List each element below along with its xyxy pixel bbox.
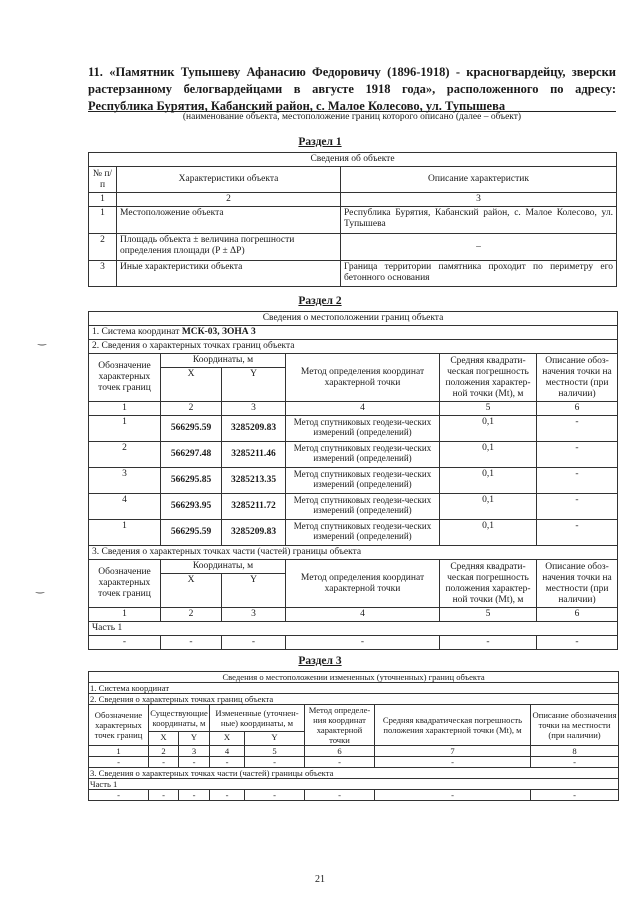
- column-index: 4: [210, 746, 245, 757]
- empty-cell: -: [286, 636, 440, 650]
- subsection-part-points: 3. Сведения о характерных точках части (частей) границы объекта: [89, 768, 619, 779]
- empty-cell: -: [531, 757, 619, 768]
- empty-cell: -: [89, 636, 161, 650]
- empty-cell: -: [531, 790, 619, 801]
- column-index: 1: [89, 402, 161, 416]
- row-description: Граница территории памятника проходит по периметру его бетонного основания: [341, 261, 617, 287]
- empty-cell: -: [440, 636, 537, 650]
- col-description-header: Описание обоз-начения точки на местности (при наличии): [537, 354, 618, 402]
- col-error-header: Средняя квадратическая погрешность положения характерной точки (Mt), м: [375, 705, 531, 746]
- empty-cell: -: [179, 757, 210, 768]
- column-index: 3: [222, 608, 286, 622]
- column-index: 1: [89, 608, 161, 622]
- section-2-title: Раздел 2: [298, 295, 342, 307]
- point-error: 0,1: [440, 494, 537, 520]
- point-x: 566295.59: [161, 416, 222, 442]
- column-index: 1: [89, 193, 117, 207]
- table-row: [89, 468, 618, 494]
- point-x: 566295.59: [161, 520, 222, 546]
- col-description-header: Описание характеристик: [341, 167, 617, 193]
- col-y-header: Y: [179, 731, 210, 745]
- coordinate-system-value: МСК-03, ЗОНА 3: [181, 327, 256, 337]
- point-x: 566293.95: [161, 494, 222, 520]
- table-title: Сведения об объекте: [89, 153, 617, 167]
- column-index: 8: [531, 746, 619, 757]
- column-index: 6: [305, 746, 375, 757]
- row-number: 2: [89, 234, 117, 261]
- col-y-header: Y: [222, 368, 286, 402]
- empty-cell: -: [305, 757, 375, 768]
- point-error: 0,1: [440, 520, 537, 546]
- column-index: 7: [375, 746, 531, 757]
- point-description: -: [537, 520, 618, 546]
- col-x-header: X: [161, 574, 222, 608]
- subsection-points: 2. Сведения о характерных точках границ объекта: [89, 694, 619, 705]
- row-characteristic: Местоположение объекта: [117, 207, 341, 234]
- point-description: -: [537, 494, 618, 520]
- column-index: 6: [537, 402, 618, 416]
- changed-boundary-table: [88, 671, 619, 801]
- empty-cell: -: [537, 636, 618, 650]
- coordinate-system: [89, 326, 618, 340]
- point-id: 2: [89, 442, 161, 468]
- column-index: 2: [149, 746, 179, 757]
- object-info-table: [88, 152, 617, 287]
- empty-cell: -: [161, 636, 222, 650]
- page-number: 21: [315, 874, 325, 885]
- empty-cell: -: [89, 757, 149, 768]
- point-description: -: [537, 468, 618, 494]
- col-coords-header: Координаты, м: [161, 560, 286, 574]
- table-row: [89, 261, 617, 287]
- row-description: Республика Бурятия, Кабанский район, с. Малое Колесово, ул. Тупышева: [341, 207, 617, 234]
- point-id: 3: [89, 468, 161, 494]
- section-3-title: Раздел 3: [298, 655, 342, 667]
- table-row: [89, 234, 617, 261]
- section-1-title: Раздел 1: [298, 136, 342, 148]
- empty-cell: -: [245, 790, 305, 801]
- column-index: 2: [161, 402, 222, 416]
- row-number: 1: [89, 207, 117, 234]
- table-row: [89, 416, 618, 442]
- subsection-points: 2. Сведения о характерных точках границ объекта: [89, 340, 618, 354]
- empty-cell: -: [375, 757, 531, 768]
- table-row: [89, 494, 618, 520]
- table-row: [89, 520, 618, 546]
- table-title: Сведения о местоположении измененных (уточненных) границ объекта: [89, 672, 619, 683]
- subsection-part-points: 3. Сведения о характерных точках части (частей) границы объекта: [89, 546, 618, 560]
- point-x: 566297.48: [161, 442, 222, 468]
- point-y: 3285213.35: [222, 468, 286, 494]
- col-method-header: Метод определе-ния координат характерной точки: [305, 705, 375, 746]
- point-method: Метод спутниковых геодези-ческих измерений (определений): [286, 442, 440, 468]
- column-index: 1: [89, 746, 149, 757]
- column-index: 6: [537, 608, 618, 622]
- point-id: 1: [89, 416, 161, 442]
- point-description: -: [537, 416, 618, 442]
- column-index: 2: [117, 193, 341, 207]
- col-description-header: Описание обозначения точки на местности (при наличии): [531, 705, 619, 746]
- point-error: 0,1: [440, 416, 537, 442]
- row-number: 3: [89, 261, 117, 287]
- col-method-header: Метод определения координат характерной точки: [286, 354, 440, 402]
- col-description-header: Описание обоз-начения точки на местности (при наличии): [537, 560, 618, 608]
- empty-cell: -: [305, 790, 375, 801]
- point-method: Метод спутниковых геодези-ческих измерений (определений): [286, 494, 440, 520]
- col-method-header: Метод определения координат характерной точки: [286, 560, 440, 608]
- empty-cell: -: [245, 757, 305, 768]
- column-index: 3: [179, 746, 210, 757]
- table-row: [89, 790, 619, 801]
- point-description: -: [537, 442, 618, 468]
- point-method: Метод спутниковых геодези-ческих измерений (определений): [286, 468, 440, 494]
- column-index: 3: [222, 402, 286, 416]
- empty-cell: -: [210, 757, 245, 768]
- row-characteristic: Площадь объекта ± величина погрешности определения площади (P ± ΔP): [117, 234, 341, 261]
- scan-mark: ‿: [38, 335, 47, 346]
- column-index: 2: [161, 608, 222, 622]
- table-row: [89, 757, 619, 768]
- point-error: 0,1: [440, 468, 537, 494]
- point-x: 566295.85: [161, 468, 222, 494]
- empty-cell: -: [222, 636, 286, 650]
- column-index: 4: [286, 402, 440, 416]
- boundary-points-table: [88, 311, 618, 650]
- col-existing-coords-header: Существующие координаты, м: [149, 705, 210, 732]
- empty-cell: -: [149, 790, 179, 801]
- col-x-header: X: [149, 731, 179, 745]
- col-coords-header: Координаты, м: [161, 354, 286, 368]
- point-id: 4: [89, 494, 161, 520]
- table-title: Сведения о местоположении границ объекта: [89, 312, 618, 326]
- col-x-header: X: [210, 731, 245, 745]
- object-heading: 11. «Памятник Тупышеву Афанасию Федоровичу (1896-1918) - красногвардейцу, зверски растерзанному белогвардейцами в августе 1918 года», расположенного по адресу: Республика Бурятия, Кабанский район, с. Малое Колесово, ул. Тупышева: [88, 65, 616, 113]
- row-description: –: [341, 234, 617, 261]
- object-caption: (наименование объекта, местоположение границ которого описано (далее – объект): [182, 112, 522, 122]
- table-row: [89, 207, 617, 234]
- part-label: Часть 1: [89, 779, 619, 790]
- column-index: 5: [440, 608, 537, 622]
- column-index: 4: [286, 608, 440, 622]
- col-point-header: Обозначение характерных точек границ: [89, 354, 161, 402]
- part-label: Часть 1: [89, 622, 618, 636]
- coordinate-system-label: 1. Система координат: [92, 327, 182, 337]
- empty-cell: -: [149, 757, 179, 768]
- point-method: Метод спутниковых геодези-ческих измерений (определений): [286, 520, 440, 546]
- col-error-header: Средняя квадрати-ческая погрешность положения характер-ной точки (Mt), м: [440, 354, 537, 402]
- col-y-header: Y: [222, 574, 286, 608]
- column-index: 5: [245, 746, 305, 757]
- point-method: Метод спутниковых геодези-ческих измерений (определений): [286, 416, 440, 442]
- scan-mark: ‿: [36, 583, 45, 594]
- table-row: [89, 636, 618, 650]
- col-changed-coords-header: Измененные (уточнен-ные) координаты, м: [210, 705, 305, 732]
- point-y: 3285211.46: [222, 442, 286, 468]
- col-characteristic-header: Характеристики объекта: [117, 167, 341, 193]
- empty-cell: -: [89, 790, 149, 801]
- column-index: 5: [440, 402, 537, 416]
- col-y-header: Y: [245, 731, 305, 745]
- point-y: 3285209.83: [222, 520, 286, 546]
- row-characteristic: Иные характеристики объекта: [117, 261, 341, 287]
- empty-cell: -: [375, 790, 531, 801]
- col-x-header: X: [161, 368, 222, 402]
- column-index: 3: [341, 193, 617, 207]
- col-point-header: Обозначение характерных точек границ: [89, 705, 149, 746]
- empty-cell: -: [179, 790, 210, 801]
- col-number-header: № п/п: [89, 167, 117, 193]
- coordinate-system: 1. Система координат: [89, 683, 619, 694]
- point-id: 1: [89, 520, 161, 546]
- point-y: 3285209.83: [222, 416, 286, 442]
- table-row: [89, 442, 618, 468]
- col-point-header: Обозначение характерных точек границ: [89, 560, 161, 608]
- point-y: 3285211.72: [222, 494, 286, 520]
- point-error: 0,1: [440, 442, 537, 468]
- col-error-header: Средняя квадрати-ческая погрешность положения характер-ной точки (Mt), м: [440, 560, 537, 608]
- empty-cell: -: [210, 790, 245, 801]
